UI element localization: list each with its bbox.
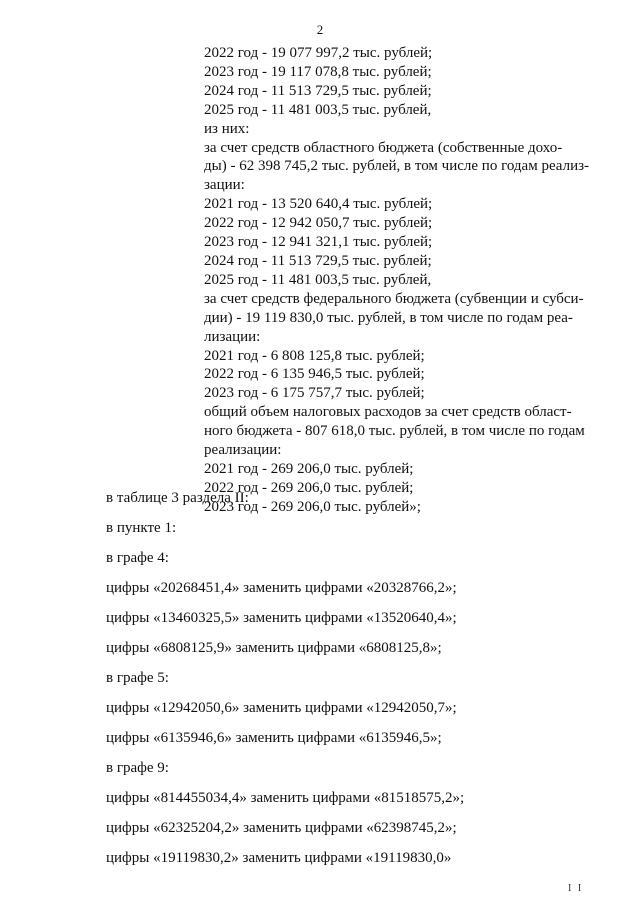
text-line: за счет средств федерального бюджета (субвенции и субси- xyxy=(204,290,584,307)
text-line: ды) - 62 398 745,2 тыс. рублей, в том числе по годам реализ- xyxy=(204,158,590,175)
amendment-line: в графе 9: xyxy=(106,760,169,776)
text-line: 2022 год - 19 077 997,2 тыс. рублей; xyxy=(204,45,433,61)
amendment-line: цифры «814455034,4» заменить цифрами «81518575,2»; xyxy=(106,790,465,806)
text-line: 2022 год - 6 135 946,5 тыс. рублей; xyxy=(204,366,425,383)
amendment-line: цифры «20268451,4» заменить цифрами «20328766,2»; xyxy=(106,580,457,596)
amendment-line: цифры «6808125,9» заменить цифрами «6808125,8»; xyxy=(106,640,442,656)
text-line: общий объем налоговых расходов за счет средств област- xyxy=(204,404,572,421)
amendment-line: цифры «13460325,5» заменить цифрами «13520640,4»; xyxy=(106,610,457,626)
amendments-block xyxy=(106,489,606,879)
text-line: 2023 год - 19 117 078,8 тыс. рублей; xyxy=(204,63,432,80)
amendment-line: в графе 4: xyxy=(106,550,169,566)
text-line: из них: xyxy=(204,120,250,137)
amendment-line: цифры «62325204,2» заменить цифрами «62398745,2»; xyxy=(106,820,457,836)
amendment-line: цифры «19119830,2» заменить цифрами «19119830,0» xyxy=(106,850,452,866)
text-line: 2023 год - 6 175 757,7 тыс. рублей; xyxy=(204,385,425,402)
footer-mark: I I xyxy=(568,883,584,894)
funding-breakdown-block xyxy=(204,44,604,517)
text-line: лизации: xyxy=(204,328,261,345)
text-line: 2023 год - 12 941 321,1 тыс. рублей; xyxy=(204,234,433,251)
amendment-line: цифры «12942050,6» заменить цифрами «12942050,7»; xyxy=(106,700,457,716)
amendment-line: в таблице 3 раздела II: xyxy=(106,490,249,506)
text-line: 2025 год - 11 481 003,5 тыс. рублей, xyxy=(204,271,432,288)
text-line: 2021 год - 269 206,0 тыс. рублей; xyxy=(204,460,414,477)
amendment-line: цифры «6135946,6» заменить цифрами «6135946,5»; xyxy=(106,730,442,746)
text-line: 2022 год - 269 206,0 тыс. рублей; xyxy=(204,479,414,496)
text-line: 2025 год - 11 481 003,5 тыс. рублей, xyxy=(204,101,432,118)
text-line: зации: xyxy=(204,177,245,194)
text-line: ного бюджета - 807 618,0 тыс. рублей, в том числе по годам xyxy=(204,423,585,440)
text-line: 2023 год - 269 206,0 тыс. рублей»; xyxy=(204,498,421,515)
text-line: за счет средств областного бюджета (собственные дохо- xyxy=(204,139,563,156)
text-line: 2022 год - 12 942 050,7 тыс. рублей; xyxy=(204,215,433,232)
text-line: 2024 год - 11 513 729,5 тыс. рублей; xyxy=(204,252,432,269)
page-number: 2 xyxy=(316,22,324,37)
text-line: дии) - 19 119 830,0 тыс. рублей, в том числе по годам реа- xyxy=(204,309,573,326)
text-line: 2021 год - 13 520 640,4 тыс. рублей; xyxy=(204,196,433,213)
amendment-line: в пункте 1: xyxy=(106,520,177,536)
amendment-line: в графе 5: xyxy=(106,670,169,686)
text-line: реализации: xyxy=(204,442,282,459)
text-line: 2021 год - 6 808 125,8 тыс. рублей; xyxy=(204,347,425,364)
text-line: 2024 год - 11 513 729,5 тыс. рублей; xyxy=(204,82,432,99)
